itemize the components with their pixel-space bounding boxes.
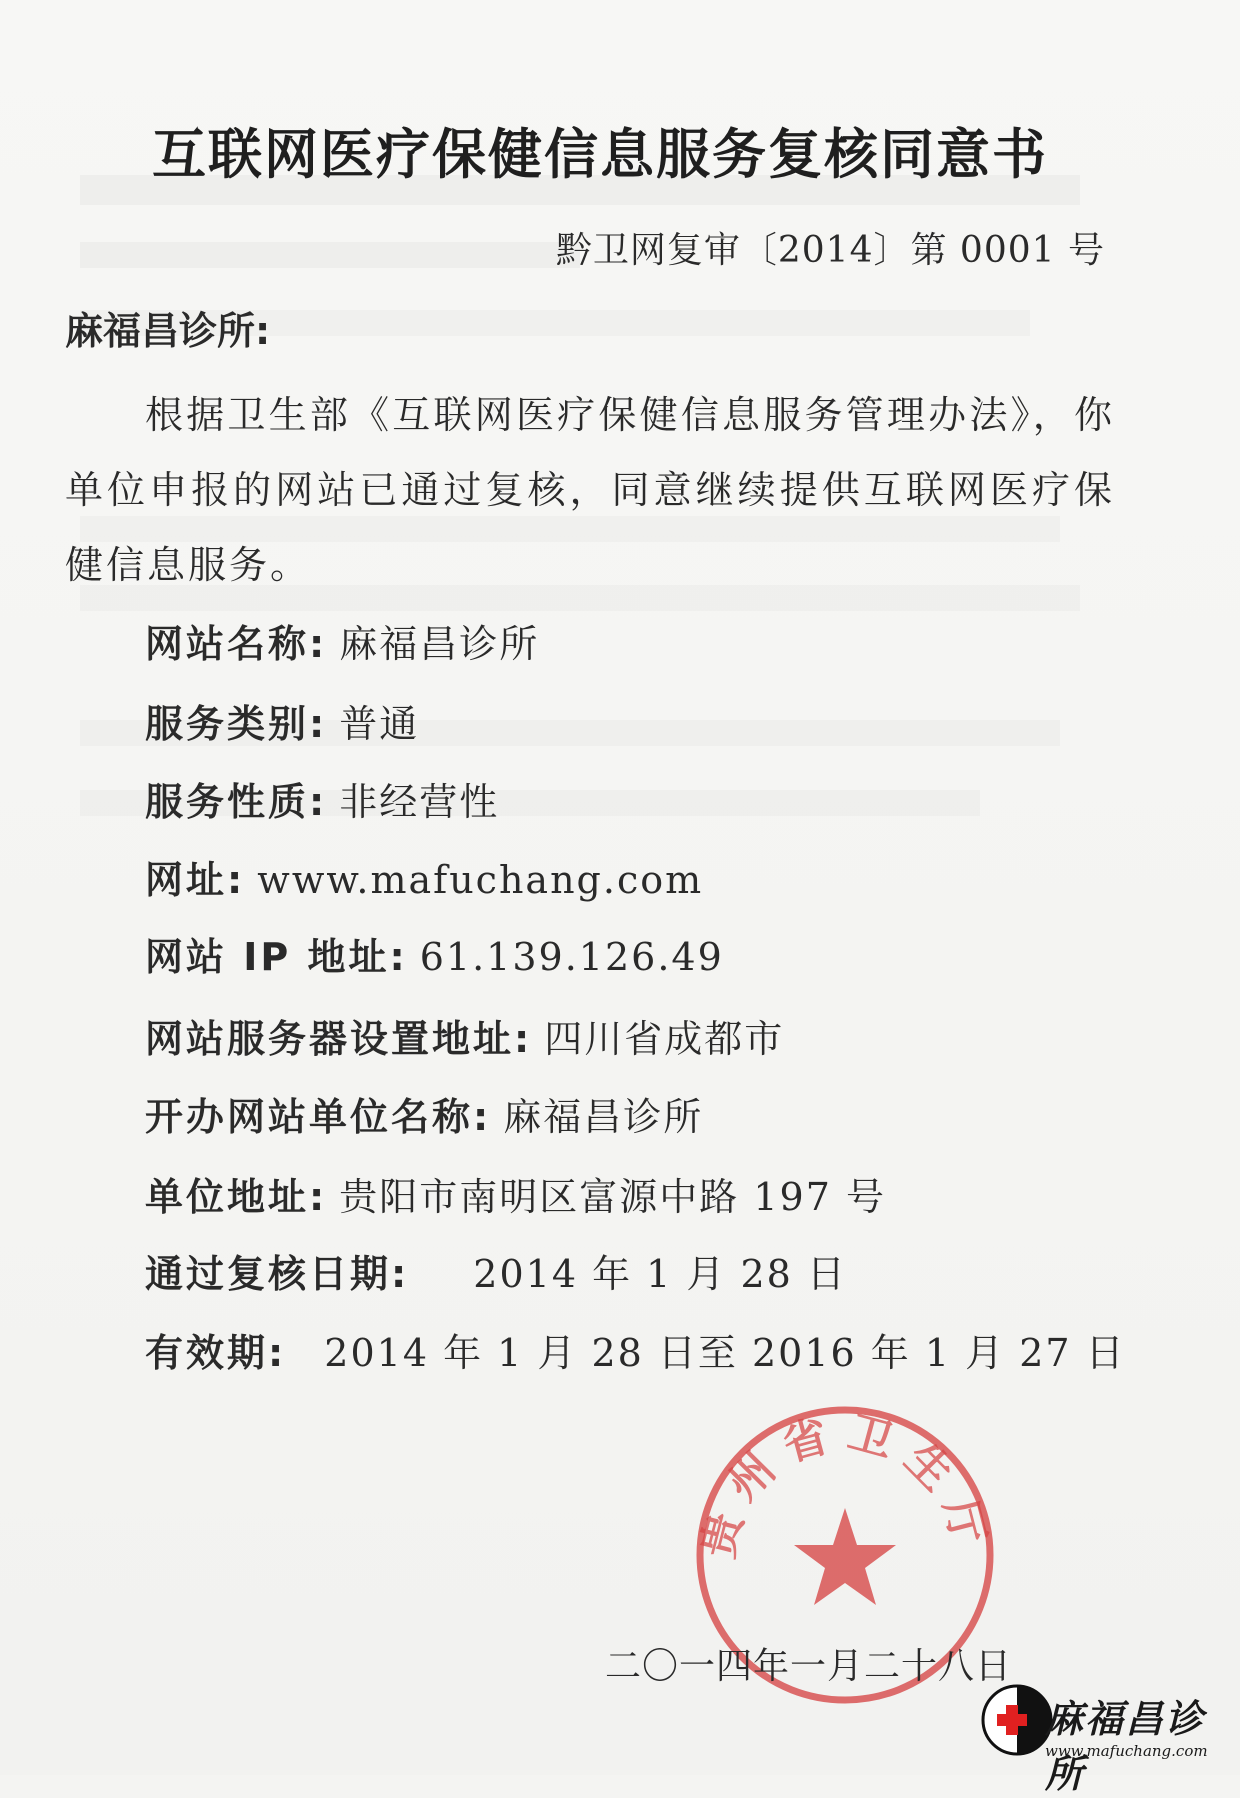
- field-value: 2014 年 1 月 28 日至 2016 年 1 月 27 日: [324, 1331, 1126, 1375]
- field-label: 开办网站单位名称:: [145, 1095, 492, 1139]
- signature-date: 二〇一四年一月二十八日: [605, 1646, 1013, 1687]
- field-label: 服务性质:: [145, 780, 328, 824]
- field-value: 四川省成都市: [544, 1017, 785, 1061]
- field-validity-period: [145, 1322, 1126, 1377]
- star-icon: [794, 1508, 896, 1605]
- field-service-nature: [145, 771, 499, 826]
- field-service-category: [145, 693, 419, 748]
- body-paragraph: 根据卫生部《互联网医疗保健信息服务管理办法》，你单位申报的网站已通过复核，同意继续提供互联网医疗保健信息服务。: [65, 393, 1115, 587]
- field-label: 网站服务器设置地址:: [145, 1017, 533, 1061]
- field-value: 麻福昌诊所: [339, 622, 540, 666]
- field-label: 单位地址:: [145, 1175, 328, 1219]
- document-number: 黔卫网复审〔2014〕第 0001 号: [555, 230, 1105, 271]
- field-label: 通过复核日期:: [145, 1252, 410, 1296]
- field-value: 麻福昌诊所: [503, 1095, 704, 1139]
- field-value: 2014 年 1 月 28 日: [473, 1252, 847, 1296]
- field-website-name: [145, 613, 539, 668]
- field-label: 服务类别:: [145, 702, 328, 746]
- field-review-date: [145, 1243, 847, 1298]
- bleed-through-line: [80, 242, 580, 268]
- field-label: 网站名称:: [145, 622, 328, 666]
- field-label: 网址:: [145, 858, 246, 902]
- field-value: 普通: [339, 702, 420, 746]
- field-value: 非经营性: [339, 780, 500, 824]
- watermark-name: 麻福昌诊所: [1045, 1697, 1206, 1796]
- field-website-url: [145, 849, 703, 904]
- field-value: 61.139.126.49: [419, 935, 724, 979]
- watermark-url: www.mafuchang.com: [1045, 1742, 1208, 1760]
- addressee: 麻福昌诊所:: [65, 309, 271, 353]
- field-organization-address: [145, 1166, 886, 1221]
- field-value: 贵阳市南明区富源中路 197 号: [339, 1175, 886, 1219]
- field-server-location: [145, 1008, 784, 1063]
- field-ip-address: [145, 926, 724, 981]
- field-label: 有效期:: [145, 1331, 287, 1375]
- field-label: 网站 IP 地址:: [145, 935, 408, 979]
- field-value: www.mafuchang.com: [257, 858, 704, 902]
- seal-text: 贵州省卫生厅: [692, 1407, 998, 1564]
- document-title: 互联网医疗保健信息服务复核同意书: [152, 123, 1048, 186]
- field-organization-name: [145, 1086, 703, 1141]
